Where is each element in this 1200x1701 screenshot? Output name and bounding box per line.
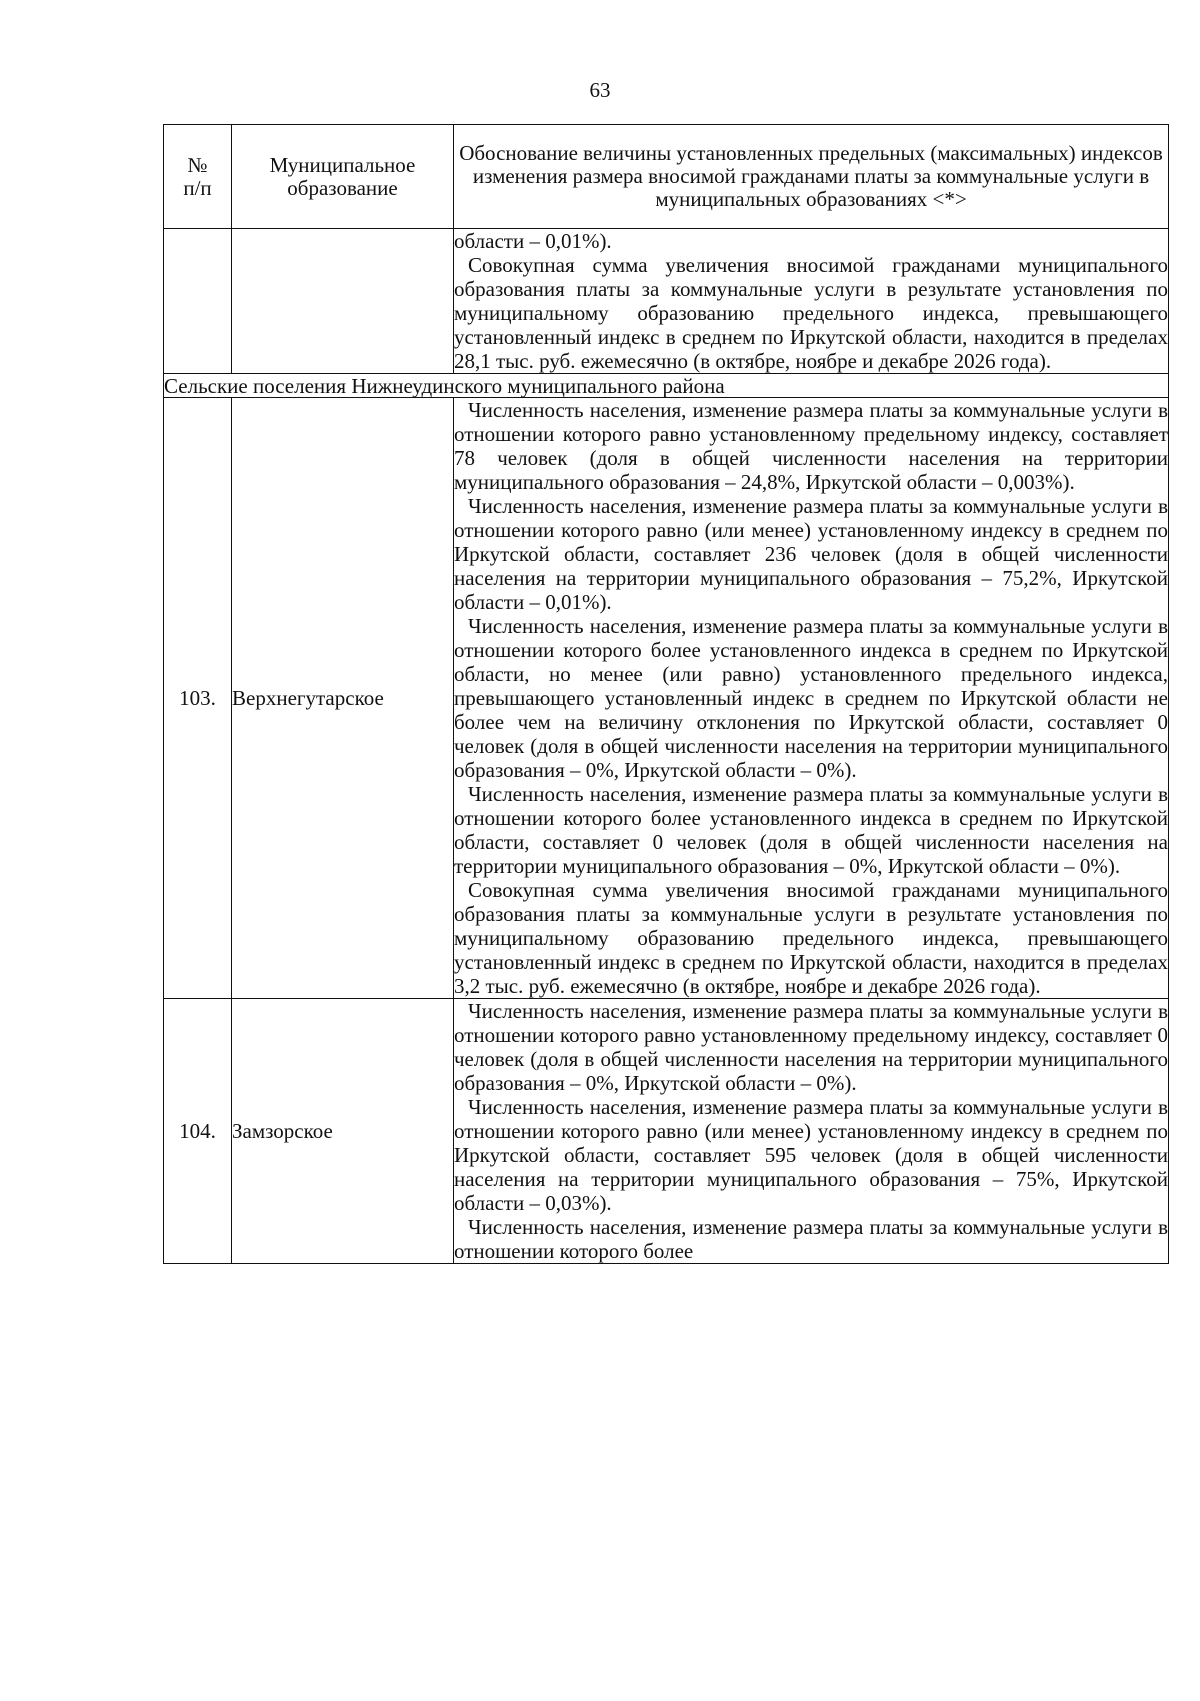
justification-paragraph: Численность населения, изменение размера платы за коммунальные услуги в отношении которого равно (или менее) установленному индексу в среднем по Иркутской области, составляет 236 человек (доля в общей численности населения на территории муниципального образования – 75,2%, Иркутской области – 0,01%).: [454, 494, 1168, 614]
justification-paragraph: Совокупная сумма увеличения вносимой гражданами муниципального образования платы за коммунальные услуги в результате установления по муниципальному образованию предельного индекса, превышающего установленный индекс в среднем по Иркутской области, находится в пределах 28,1 тыс. руб. ежемесячно (в октябре, ноябре и декабре 2026 года).: [454, 253, 1168, 373]
cell-number: 104.: [164, 999, 232, 1264]
justification-paragraph: Численность населения, изменение размера платы за коммунальные услуги в отношении которого равно установленному предельному индексу, составляет 0 человек (доля в общей численности населения на территории муниципального образования – 0%, Иркутской области – 0%).: [454, 999, 1168, 1095]
section-title: Сельские поселения Нижнеудинского муниципального района: [164, 374, 1169, 398]
cell-municipality-empty: [232, 229, 454, 374]
justification-paragraph: Численность населения, изменение размера платы за коммунальные услуги в отношении которого более: [454, 1215, 1168, 1263]
justification-paragraph: Численность населения, изменение размера платы за коммунальные услуги в отношении которого более установленного индекса в среднем по Иркутской области, составляет 0 человек (доля в общей численности населения на территории муниципального образования – 0%, Иркутской области – 0%).: [454, 782, 1168, 878]
justification-paragraph: области – 0,01%).: [454, 229, 612, 253]
header-number: № п/п: [164, 125, 232, 229]
cell-municipality: Замзорское: [232, 999, 454, 1264]
justification-paragraph: Численность населения, изменение размера платы за коммунальные услуги в отношении которого более установленного индекса в среднем по Иркутской области, но менее (или равно) установленного предельного индекса, превышающего установленный индекс в среднем по Иркутской области не более чем на величину отклонения по Иркутской области, составляет 0 человек (доля в общей численности населения на территории муниципального образования – 0%, Иркутской области – 0%).: [454, 614, 1168, 782]
table-row-continued: [164, 229, 1169, 374]
indices-table: [163, 124, 1169, 1264]
page-number: 63: [589, 78, 611, 102]
table-row: [164, 999, 1169, 1264]
section-row: [164, 374, 1169, 398]
cell-justification: [454, 398, 1169, 999]
cell-number-empty: [164, 229, 232, 374]
cell-municipality: Верхнегутарское: [232, 398, 454, 999]
justification-paragraph: Численность населения, изменение размера платы за коммунальные услуги в отношении которого равно установленному предельному индексу, составляет 78 человек (доля в общей численности населения на территории муниципального образования – 24,8%, Иркутской области – 0,003%).: [454, 398, 1168, 494]
cell-justification: [454, 229, 1169, 374]
justification-paragraph: Совокупная сумма увеличения вносимой гражданами муниципального образования платы за коммунальные услуги в результате установления по муниципальному образованию предельного индекса, превышающего установленный индекс в среднем по Иркутской области, находится в пределах 3,2 тыс. руб. ежемесячно (в октябре, ноябре и декабре 2026 года).: [454, 878, 1168, 998]
cell-number: 103.: [164, 398, 232, 999]
cell-justification: [454, 999, 1169, 1264]
justification-paragraph: Численность населения, изменение размера платы за коммунальные услуги в отношении которого равно (или менее) установленному индексу в среднем по Иркутской области, составляет 595 человек (доля в общей численности населения на территории муниципального образования – 75%, Иркутской области – 0,03%).: [454, 1095, 1168, 1215]
header-municipality: Муниципальное образование: [232, 125, 454, 229]
header-justification: Обоснование величины установленных предельных (максимальных) индексов изменения размера вносимой гражданами платы за коммунальные услуги в муниципальных образованиях <*>: [454, 125, 1169, 229]
table-header-row: [164, 125, 1169, 229]
table-row: [164, 398, 1169, 999]
